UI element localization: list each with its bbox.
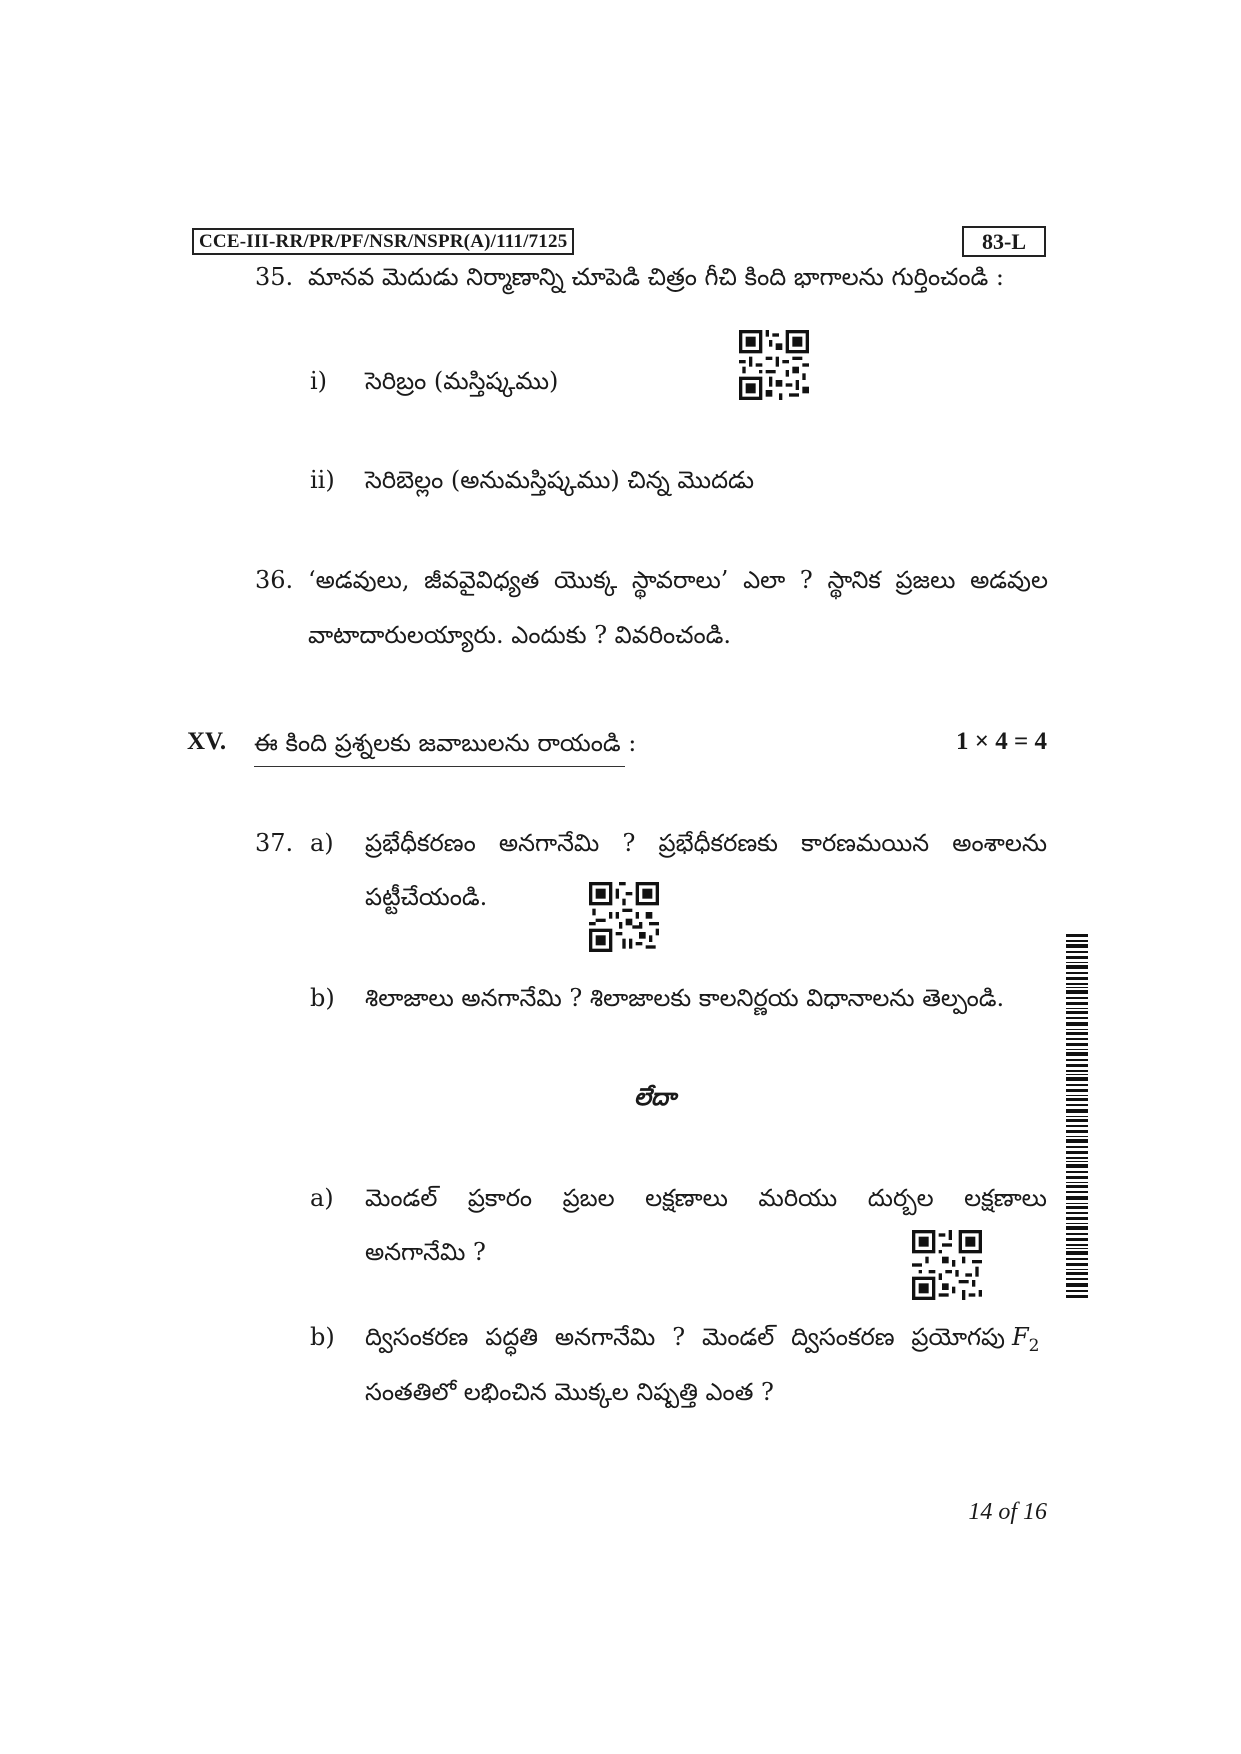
q35-item-i-label: i) <box>310 367 328 395</box>
f2-symbol <box>1012 1322 1039 1361</box>
q37-alt-a-label: a) <box>310 1184 334 1212</box>
f2-subscript: 2 <box>1028 1335 1040 1356</box>
q37-alt-b-line1: ద్విసంకరణ పద్ధతి అనగానేమి ? మెండల్ ద్విసంకరణ ప్రయోగపు <box>365 1323 1005 1351</box>
q37-a-label: a) <box>310 829 334 857</box>
section-xv-underline <box>254 766 625 767</box>
exam-code: CCE-III-RR/PR/PF/NSR/NSPR(A)/111/7125 <box>192 228 574 255</box>
qr-code-icon <box>912 1230 982 1300</box>
q37-alt-a-line2: అనగానేమి ? <box>365 1238 486 1266</box>
q35-item-ii-label: ii) <box>310 466 335 494</box>
q36-line2: వాటాదారులయ్యారు. ఎందుకు ? వివరించండి. <box>308 621 732 649</box>
q35-item-ii-text: సెరిబెల్లం (అనుమస్తిష్కము) చిన్న మొదడు <box>365 466 755 494</box>
q37-b-text: శిలాజాలు అనగానేమి ? శిలాజాలకు కాలనిర్ణయ విధానాలను తెల్పండి. <box>365 984 1005 1012</box>
barcode-icon <box>1066 934 1088 1298</box>
q37-b-label: b) <box>310 984 335 1012</box>
q37-alt-b-line2: సంతతిలో లభించిన మొక్కల నిష్పత్తి ఎంత ? <box>365 1378 774 1406</box>
section-xv-number: XV. <box>187 728 227 755</box>
q37-a-line1: ప్రభేధీకరణం అనగానేమి ? ప్రభేధీకరణకు కారణమయిన అంశాలను <box>365 829 1047 857</box>
q36-number: 36. <box>255 566 294 594</box>
paper-code: 83-L <box>962 226 1046 257</box>
q35-number: 35. <box>255 263 294 291</box>
q37-a-line2: పట్టీచేయండి. <box>365 883 488 911</box>
qr-code-icon <box>589 882 659 952</box>
q37-number: 37. <box>255 829 294 857</box>
section-xv-instruction: ఈ కింది ప్రశ్నలకు జవాబులను రాయండి : <box>254 729 637 757</box>
section-xv-marks: 1 × 4 = 4 <box>956 728 1047 755</box>
or-separator: లేదా <box>634 1082 676 1111</box>
q37-alt-b-label: b) <box>310 1323 335 1351</box>
q35-text: మానవ మెదుడు నిర్మాణాన్ని చూపెడి చిత్రం గీచి కింది భాగాలను గుర్తించండి : <box>308 263 1005 291</box>
q37-alt-a-line1: మెండల్ ప్రకారం ప్రబల లక్షణాలు మరియు దుర్బల లక్షణాలు <box>365 1184 1047 1212</box>
q36-line1: ‘అడవులు, జీవవైవిధ్యత యొక్క స్థావరాలు’ ఎలా ? స్థానిక ప్రజలు అడవుల <box>308 566 1048 594</box>
f2-letter: F <box>1012 1323 1029 1351</box>
qr-code-icon <box>739 330 809 400</box>
q35-item-i-text: సెరిబ్రం (మస్తిష్కము) <box>365 367 559 395</box>
page-number: 14 of 16 <box>968 1499 1047 1525</box>
